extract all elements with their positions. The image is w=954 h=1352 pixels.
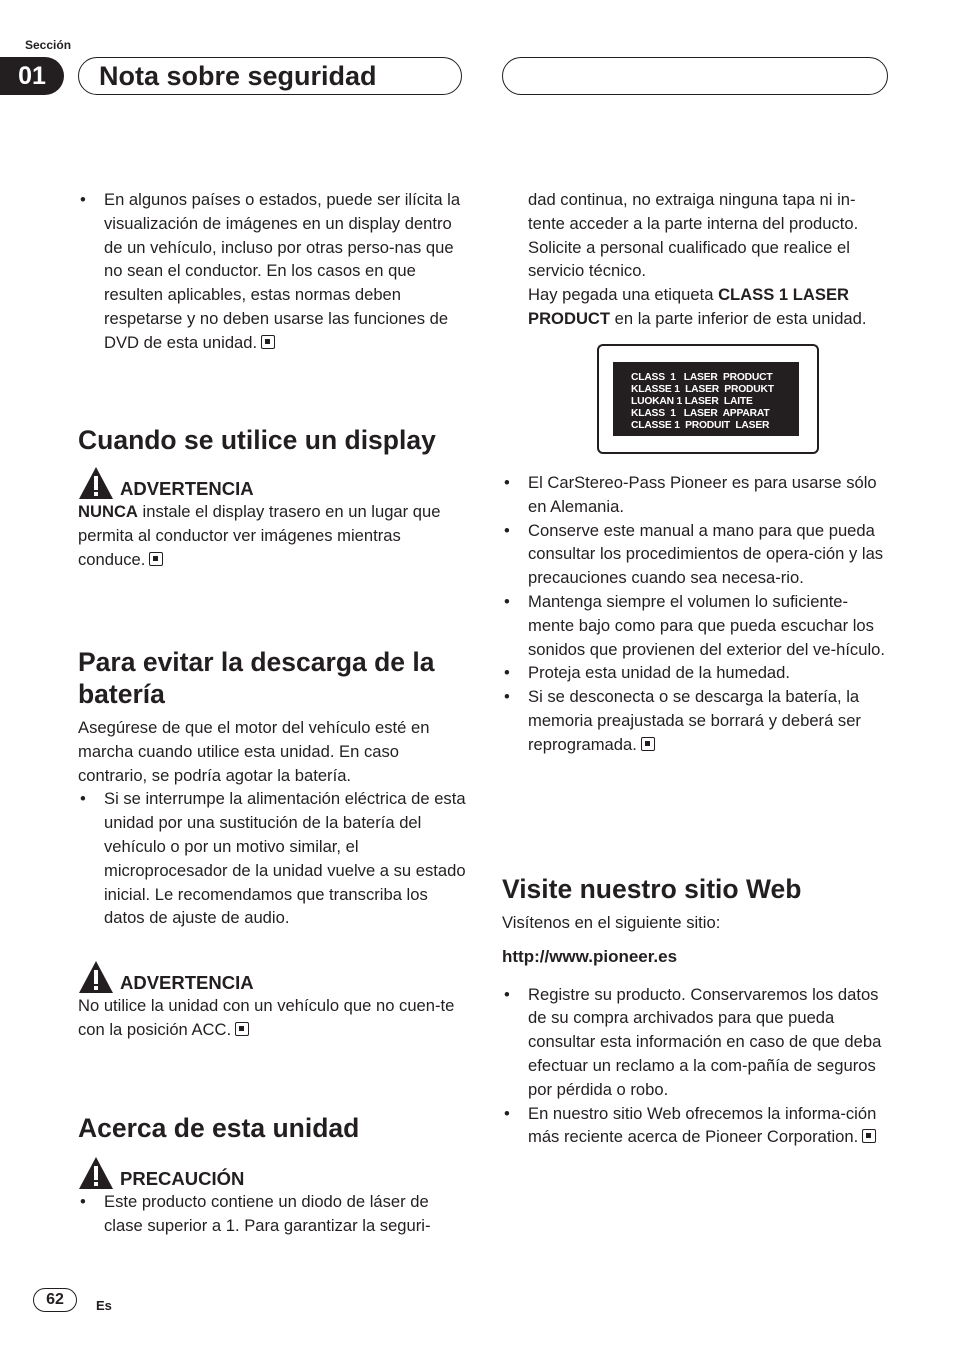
right-continued bbox=[528, 188, 890, 331]
list-item: • Mantenga siempre el volumen lo suficiente-mente bajo como para que pueda escuchar los sonidos que provienen del exterior del ve-hículo. bbox=[502, 590, 892, 661]
warning-text: No utilice la unidad con un vehículo que no cuen-te con la posición ACC. bbox=[78, 996, 455, 1039]
chapter-title-frame bbox=[78, 57, 462, 95]
laser-label-note: Hay pegada una etiqueta CLASS 1 LASER PRODUCT en la parte inferior de esta unidad. bbox=[528, 285, 867, 328]
right-bullets bbox=[502, 471, 892, 757]
language-code: Es bbox=[96, 1298, 112, 1313]
list-item: • El CarStereo-Pass Pioneer es para usarse sólo en Alemania. bbox=[502, 471, 892, 519]
laser-label-plate bbox=[613, 362, 799, 436]
section-label: Sección bbox=[25, 38, 72, 52]
end-mark-icon bbox=[641, 737, 655, 751]
warning-block bbox=[78, 958, 468, 994]
section-battery bbox=[78, 646, 468, 1042]
section-heading: Cuando se utilice un display bbox=[78, 425, 436, 455]
warning-triangle-icon bbox=[78, 466, 114, 500]
list-item: • En nuestro sitio Web ofrecemos la informa-ción más reciente acerca de Pioneer Corporation. bbox=[502, 1102, 892, 1150]
list-item: • Este producto contiene un diodo de láser de clase superior a 1. Para garantizar la seguri- bbox=[78, 1190, 468, 1238]
section-heading: Acerca de esta unidad bbox=[78, 1113, 360, 1143]
laser-label-line: CLASS 1 LASER PRODUCT bbox=[631, 372, 773, 383]
left-intro bbox=[78, 188, 468, 355]
laser-label-line: LUOKAN 1 LASER LAITE bbox=[631, 396, 753, 407]
page-number: 62 bbox=[33, 1288, 77, 1312]
warning-triangle-icon bbox=[78, 960, 114, 994]
warning-block bbox=[78, 464, 468, 500]
paragraph: Asegúrese de que el motor del vehículo esté en marcha cuando utilice esta unidad. En caso contrario, se podría agotar la batería. bbox=[78, 718, 430, 785]
paragraph: Visítenos en el siguiente sitio: bbox=[502, 913, 721, 932]
warning-text: NUNCA instale el display trasero en un lugar que permita al conductor ver imágenes mientras conduce. bbox=[78, 502, 441, 569]
warning-label: ADVERTENCIA bbox=[120, 972, 254, 994]
list-item: • En algunos países o estados, puede ser ilícita la visualización de imágenes en un display dentro de un vehículo, incluso por otras perso-nas que no sean el conductor. En los casos en que resulten aplicables, estas normas deben respetarse y no deben usarse las funciones de DVD de esta unidad. bbox=[78, 188, 468, 355]
header-empty-frame bbox=[502, 57, 888, 95]
laser-product-label bbox=[597, 344, 819, 454]
chapter-title: Nota sobre seguridad bbox=[99, 61, 377, 91]
section-display bbox=[78, 424, 468, 571]
caution-label: PRECAUCIÓN bbox=[120, 1168, 245, 1189]
section-number-badge: 01 bbox=[0, 57, 64, 95]
list-item: • Conserve este manual a mano para que pueda consultar los procedimientos de opera-ción y las precauciones cuando sea necesa-rio. bbox=[502, 519, 892, 590]
section-web bbox=[502, 873, 892, 1149]
laser-label-line: KLASS 1 LASER APPARAT bbox=[631, 408, 770, 419]
section-heading: Visite nuestro sitio Web bbox=[502, 874, 802, 904]
list-item: • Si se desconecta o se descarga la batería, la memoria preajustada se borrará y deberá ser reprogramada. bbox=[502, 685, 892, 756]
list-item: • Proteja esta unidad de la humedad. bbox=[502, 661, 892, 685]
warning-label: ADVERTENCIA bbox=[120, 478, 254, 499]
website-url[interactable]: http://www.pioneer.es bbox=[502, 946, 678, 966]
section-unit bbox=[78, 1112, 468, 1238]
laser-label-line: KLASSE 1 LASER PRODUKT bbox=[631, 384, 774, 395]
end-mark-icon bbox=[235, 1022, 249, 1036]
end-mark-icon bbox=[149, 552, 163, 566]
caution-triangle-icon bbox=[78, 1156, 114, 1190]
list-item: • Registre su producto. Conservaremos los datos de su compra archivados para que pueda consultar esta información en caso de que deba efectuar un reclamo a la com-pañía de seguros por pérdida o robo. bbox=[502, 983, 892, 1102]
continued-text: dad continua, no extraiga ninguna tapa ni in-tente acceder a la parte interna del producto. Solicite a personal cualificado que realice el servicio técnico. bbox=[528, 190, 859, 281]
caution-block bbox=[78, 1154, 468, 1190]
end-mark-icon bbox=[261, 335, 275, 349]
laser-label-line: CLASSE 1 PRODUIT LASER bbox=[631, 420, 770, 431]
section-heading: Para evitar la descarga de la batería bbox=[78, 647, 435, 709]
list-item: • Si se interrumpe la alimentación eléctrica de esta unidad por una sustitución de la batería del vehículo o por un motivo similar, el microprocesador de la unidad vuelve a su estado inicial. Le recomendamos que transcriba los datos de ajuste de audio. bbox=[78, 787, 468, 930]
end-mark-icon bbox=[862, 1129, 876, 1143]
